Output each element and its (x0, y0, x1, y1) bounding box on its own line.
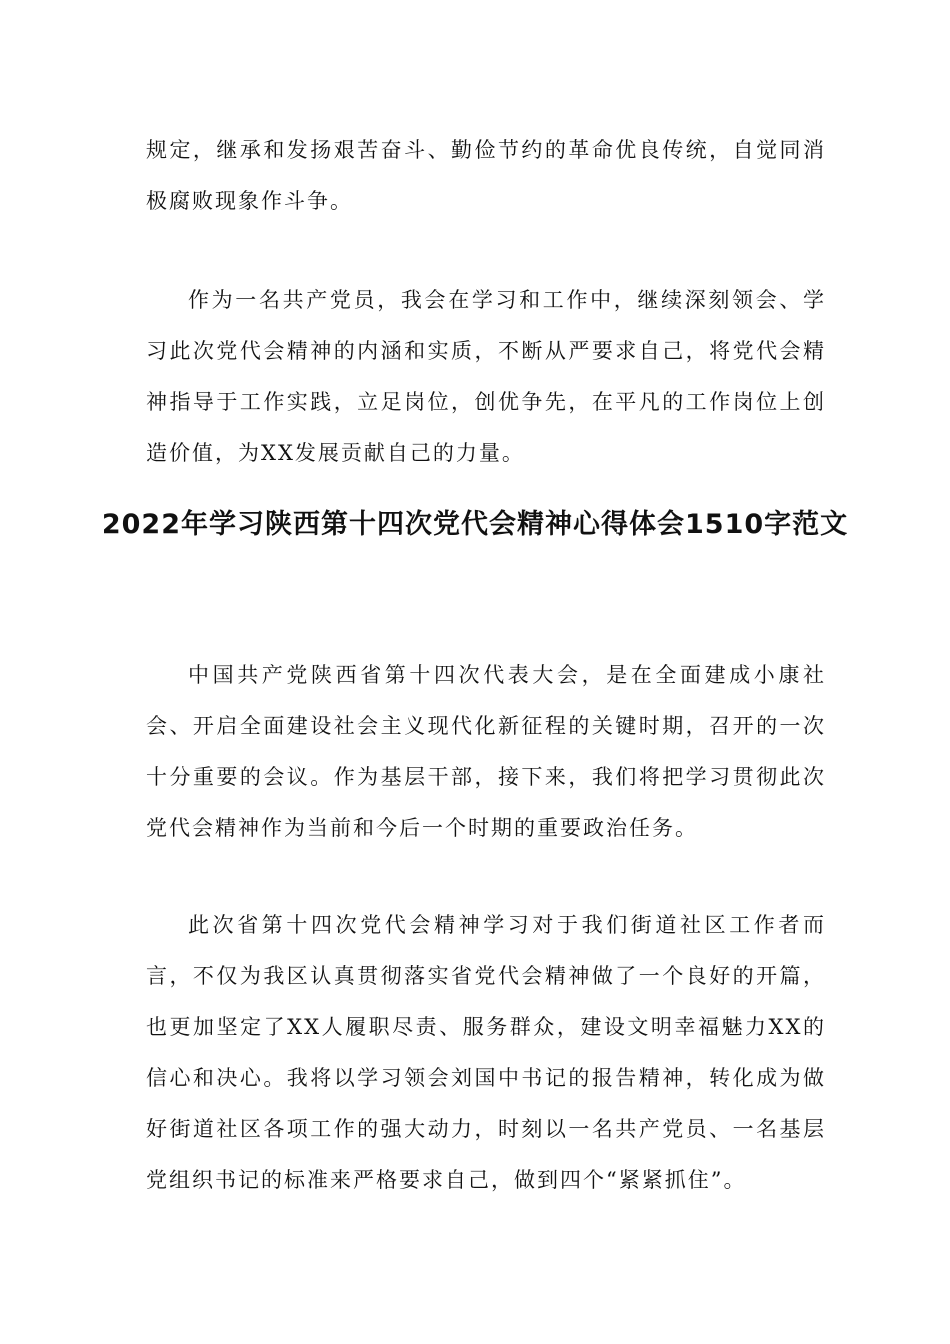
document-title: 2022年学习陕西第十四次党代会精神心得体会1510字范文 (101, 509, 849, 540)
paragraph-continuation: 规定，继承和发扬艰苦奋斗、勤俭节约的革命优良传统，自觉同消极腐败现象作斗争。 (146, 138, 826, 213)
paragraph: 中国共产党陕西省第十四次代表大会，是在全面建成小康社会、开启全面建设社会主义现代化新征程的关键时期，召开的一次十分重要的会议。作为基层干部，接下来，我们将把学习贯彻此次党代会精神作为当前和今后一个时期的重要政治任务。 (146, 663, 826, 840)
paragraph: 作为一名共产党员，我会在学习和工作中，继续深刻领会、学习此次党代会精神的内涵和实质，不断从严要求自己，将党代会精神指导于工作实践，立足岗位，创优争先，在平凡的工作岗位上创造价值，为XX发展贡献自己的力量。 (146, 288, 826, 465)
paragraph: 此次省第十四次党代会精神学习对于我们街道社区工作者而言，不仅为我区认真贯彻落实省党代会精神做了一个良好的开篇，也更加坚定了XX人履职尽责、服务群众，建设文明幸福魅力XX的信心和决心。我将以学习领会刘国中书记的报告精神，转化成为做好街道社区各项工作的强大动力，时刻以一名共产党员、一名基层党组织书记的标准来严格要求自己，做到四个“紧紧抓住”。 (146, 913, 826, 1192)
